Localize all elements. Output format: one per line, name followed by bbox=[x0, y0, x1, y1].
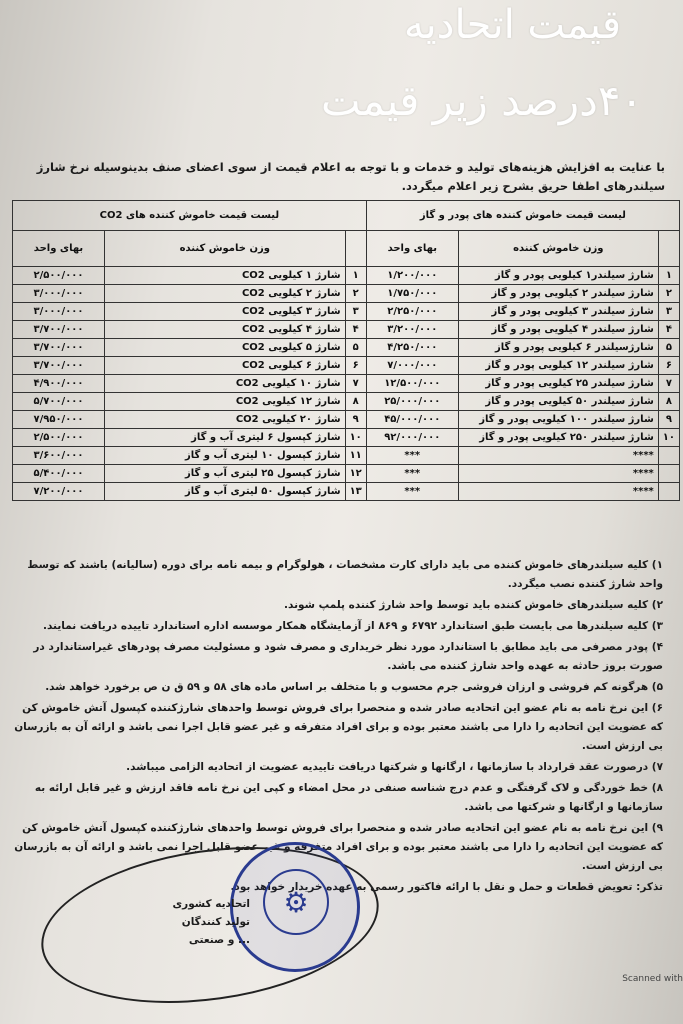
price-column-header: بهای واحد bbox=[13, 231, 105, 267]
row-number: ۳ bbox=[658, 303, 679, 321]
powder-item-name: شارژ سیلندر ۲۵ کیلویی پودر و گاز bbox=[458, 375, 658, 393]
powder-item-name: شارژ سیلندر ۳ کیلویی پودر و گاز bbox=[458, 303, 658, 321]
price-column-header: بهای واحد bbox=[366, 231, 458, 267]
powder-item-name: شارژ سیلندر ۲۵۰ کیلویی پودر و گاز bbox=[458, 429, 658, 447]
signature-line-2: تولید کنندگان bbox=[181, 916, 250, 928]
table-row bbox=[13, 339, 680, 357]
co2-item-price: ۲/۵۰۰/۰۰۰ bbox=[13, 267, 105, 285]
note-item: ۳) کلیه سیلندرها می بایست طبق استاندارد ۶۷۹۲ و ۸۶۹ از آزمایشگاه همکار موسسه اداره استاندارد تاییده دریافت نمایند. bbox=[43, 620, 663, 632]
powder-item-price: ۱/۲۰۰/۰۰۰ bbox=[366, 267, 458, 285]
co2-item-price: ۲/۵۰۰/۰۰۰ bbox=[13, 429, 105, 447]
table-row bbox=[13, 483, 680, 501]
co2-item-name: شارژ ۶ کیلویی CO2 bbox=[105, 357, 346, 375]
overlay-subtitle: ۴۰درصد زیر قیمت bbox=[321, 76, 643, 125]
powder-item-name: شارژ سیلندر ۱۲ کیلویی پودر و گاز bbox=[458, 357, 658, 375]
powder-item-name: **** bbox=[458, 483, 658, 501]
weight-column-header: وزن خاموش کننده bbox=[458, 231, 658, 267]
co2-item-price: ۳/۰۰۰/۰۰۰ bbox=[13, 285, 105, 303]
table-row bbox=[13, 411, 680, 429]
row-number: ۷ bbox=[658, 375, 679, 393]
row-number bbox=[658, 447, 679, 465]
row-number: ۱۱ bbox=[345, 447, 366, 465]
row-number: ۸ bbox=[345, 393, 366, 411]
co2-item-price: ۴/۹۰۰/۰۰۰ bbox=[13, 375, 105, 393]
row-number: ۲ bbox=[345, 285, 366, 303]
powder-item-price: ۴۵/۰۰۰/۰۰۰ bbox=[366, 411, 458, 429]
co2-item-name: شارژ کپسول ۵۰ لیتری آب و گاز bbox=[105, 483, 346, 501]
table-row bbox=[13, 375, 680, 393]
co2-item-name: شارژ ۳ کیلویی CO2 bbox=[105, 303, 346, 321]
co2-item-price: ۵/۴۰۰/۰۰۰ bbox=[13, 465, 105, 483]
row-number: ۵ bbox=[658, 339, 679, 357]
powder-item-name: شارژ سیلندر ۴ کیلویی پودر و گاز bbox=[458, 321, 658, 339]
row-number: ۱۰ bbox=[345, 429, 366, 447]
co2-item-name: شارژ ۱۰ کیلویی CO2 bbox=[105, 375, 346, 393]
powder-item-price: *** bbox=[366, 465, 458, 483]
co2-item-name: شارژ ۲۰ کیلویی CO2 bbox=[105, 411, 346, 429]
powder-item-name: شارژ سیلندر۱ کیلویی پودر و گاز bbox=[458, 267, 658, 285]
co2-item-name: شارژ ۴ کیلویی CO2 bbox=[105, 321, 346, 339]
table-row bbox=[13, 321, 680, 339]
co2-item-name: شارژ ۱ کیلویی CO2 bbox=[105, 267, 346, 285]
stamp-emblem-icon: ⚙ bbox=[263, 869, 329, 935]
powder-item-price: *** bbox=[366, 447, 458, 465]
co2-item-price: ۳/۷۰۰/۰۰۰ bbox=[13, 321, 105, 339]
overlay-title: قیمت اتحادیه bbox=[404, 2, 621, 48]
table-row bbox=[13, 465, 680, 483]
co2-item-price: ۳/۶۰۰/۰۰۰ bbox=[13, 447, 105, 465]
powder-item-price: ۱۲/۵۰۰/۰۰۰ bbox=[366, 375, 458, 393]
table-row bbox=[13, 285, 680, 303]
row-number: ۱ bbox=[658, 267, 679, 285]
table-title-row bbox=[13, 201, 680, 231]
co2-item-price: ۷/۹۵۰/۰۰۰ bbox=[13, 411, 105, 429]
co2-item-name: شارژ ۵ کیلویی CO2 bbox=[105, 339, 346, 357]
weight-column-header: وزن خاموش کننده bbox=[105, 231, 346, 267]
co2-item-name: شارژ ۱۲ کیلویی CO2 bbox=[105, 393, 346, 411]
intro-paragraph: با عنایت به افزایش هزینه‌های تولید و خدمات و با توجه به اعلام قیمت از سوی اعضای صنف بدینوسیله نرخ شارژ سیلندرهای اطفا حریق بشرح زیر اعلام میگردد. bbox=[36, 160, 665, 193]
price-table bbox=[12, 200, 680, 501]
powder-item-name: **** bbox=[458, 447, 658, 465]
co2-table-header: لیست قیمت خاموش کننده های CO2 bbox=[13, 201, 367, 231]
powder-item-name: **** bbox=[458, 465, 658, 483]
co2-item-price: ۳/۰۰۰/۰۰۰ bbox=[13, 303, 105, 321]
powder-item-name: شارژسیلندر ۶ کیلویی پودر و گاز bbox=[458, 339, 658, 357]
co2-item-price: ۳/۷۰۰/۰۰۰ bbox=[13, 339, 105, 357]
note-item: ۴) پودر مصرفی می باید مطابق با استاندارد مورد نظر خریداری و مصرف شود و مسئولیت مصرف پودرهای غیراستاندارد در صورت بروز حادثه به عهده واحد شارژ کننده می باشد. bbox=[33, 641, 663, 672]
co2-item-name: شارژ کپسول ۲۵ لیتری آب و گاز bbox=[105, 465, 346, 483]
table-row bbox=[13, 447, 680, 465]
table-row bbox=[13, 357, 680, 375]
row-number: ۵ bbox=[345, 339, 366, 357]
powder-item-price: ۲/۲۵۰/۰۰۰ bbox=[366, 303, 458, 321]
powder-item-price: ۷/۰۰۰/۰۰۰ bbox=[366, 357, 458, 375]
row-number: ۹ bbox=[345, 411, 366, 429]
co2-item-name: شارژ ۲ کیلویی CO2 bbox=[105, 285, 346, 303]
row-number: ۶ bbox=[345, 357, 366, 375]
row-number: ۱۰ bbox=[658, 429, 679, 447]
signature-line-3: ... و صنعتی bbox=[188, 934, 250, 946]
powder-item-name: شارژ سیلندر ۲ کیلویی پودر و گاز bbox=[458, 285, 658, 303]
powder-item-name: شارژ سیلندر ۵۰ کیلویی پودر و گاز bbox=[458, 393, 658, 411]
row-number bbox=[658, 483, 679, 501]
co2-item-price: ۷/۲۰۰/۰۰۰ bbox=[13, 483, 105, 501]
note-item: تذکر: تعویض قطعات و حمل و نقل با ارائه فاکتور رسمی به عهده خریدار خواهد بود. bbox=[230, 881, 663, 893]
num-column-header bbox=[658, 231, 679, 267]
row-number: ۴ bbox=[658, 321, 679, 339]
powder-item-price: ۴/۲۵۰/۰۰۰ bbox=[366, 339, 458, 357]
row-number: ۶ bbox=[658, 357, 679, 375]
powder-item-price: *** bbox=[366, 483, 458, 501]
row-number: ۴ bbox=[345, 321, 366, 339]
notes-list bbox=[14, 556, 663, 899]
powder-item-price: ۹۲/۰۰۰/۰۰۰ bbox=[366, 429, 458, 447]
signature-line-1: اتحادیه کشوری bbox=[172, 898, 250, 910]
row-number: ۱۲ bbox=[345, 465, 366, 483]
row-number: ۲ bbox=[658, 285, 679, 303]
note-item: ۱) کلیه سیلندرهای خاموش کننده می باید دارای کارت مشخصات ، هولوگرام و بیمه نامه برای دوره (سالیانه) باشند که توسط واحد شارژ کننده نصب میگردد. bbox=[27, 559, 663, 590]
powder-item-price: ۲۵/۰۰۰/۰۰۰ bbox=[366, 393, 458, 411]
note-item: ۸) خط خوردگی و لاک گرفتگی و عدم درج شناسه صنفی در محل امضاء و کپی این نرخ نامه فاقد ارزش و غیر قابل ارائه به سازمانها و ارگانها و شرکتها می باشد. bbox=[34, 782, 663, 813]
co2-item-name: شارژ کپسول ۱۰ لیتری آب و گاز bbox=[105, 447, 346, 465]
table-row bbox=[13, 303, 680, 321]
note-item: ۶) این نرخ نامه به نام عضو این اتحادیه صادر شده و منحصرا برای فروش توسط واحدهای شارژکننده کپسول آتش خاموش کن که عضویت این اتحادیه را دارا می باشند معتبر بوده و برای افراد متفرقه و غیر عضو قابل اجرا نمی باشد و ارائه آن به بازرسان بی ارزش است. bbox=[14, 702, 663, 752]
row-number: ۱ bbox=[345, 267, 366, 285]
co2-item-price: ۵/۷۰۰/۰۰۰ bbox=[13, 393, 105, 411]
co2-item-name: شارژ کپسول ۶ لیتری آب و گاز bbox=[105, 429, 346, 447]
row-number: ۱۳ bbox=[345, 483, 366, 501]
table-row bbox=[13, 267, 680, 285]
note-item: ۷) درصورت عقد قرارداد با سازمانها ، ارگانها و شرکتها دریافت تاییدیه عضویت از اتحادیه الزامی میباشد. bbox=[126, 761, 663, 773]
row-number: ۸ bbox=[658, 393, 679, 411]
co2-item-price: ۳/۷۰۰/۰۰۰ bbox=[13, 357, 105, 375]
row-number bbox=[658, 465, 679, 483]
note-item: ۲) کلیه سیلندرهای خاموش کننده باید توسط واحد شارژ کننده پلمپ شوند. bbox=[284, 599, 663, 611]
row-number: ۳ bbox=[345, 303, 366, 321]
powder-item-name: شارژ سیلندر ۱۰۰ کیلویی پودر و گاز bbox=[458, 411, 658, 429]
powder-item-price: ۳/۲۰۰/۰۰۰ bbox=[366, 321, 458, 339]
row-number: ۹ bbox=[658, 411, 679, 429]
powder-item-price: ۱/۷۵۰/۰۰۰ bbox=[366, 285, 458, 303]
num-column-header bbox=[345, 231, 366, 267]
table-row bbox=[13, 393, 680, 411]
table-column-header-row bbox=[13, 231, 680, 267]
powder-table-header: لیست قیمت خاموش کننده های پودر و گاز bbox=[366, 201, 679, 231]
row-number: ۷ bbox=[345, 375, 366, 393]
note-item: ۹) این نرخ نامه به نام عضو این اتحادیه صادر شده و منحصرا برای فروش توسط واحدهای شارژکننده کپسول آتش خاموش کن که عضویت این اتحادیه را دارا می باشند معتبر بوده و برای افراد متفرقه و غیر عضو قابل اجرا نمی باشد و ارائه آن به بازرسان بی ارزش است. bbox=[14, 822, 663, 872]
scanned-watermark: Scanned with bbox=[622, 974, 683, 984]
table-row bbox=[13, 429, 680, 447]
note-item: ۵) هرگونه کم فروشی و ارزان فروشی جرم محسوب و با متخلف بر اساس ماده های ۵۸ و ۵۹ ق ن ص برخورد خواهد شد. bbox=[45, 681, 663, 693]
signature-block bbox=[150, 895, 250, 949]
